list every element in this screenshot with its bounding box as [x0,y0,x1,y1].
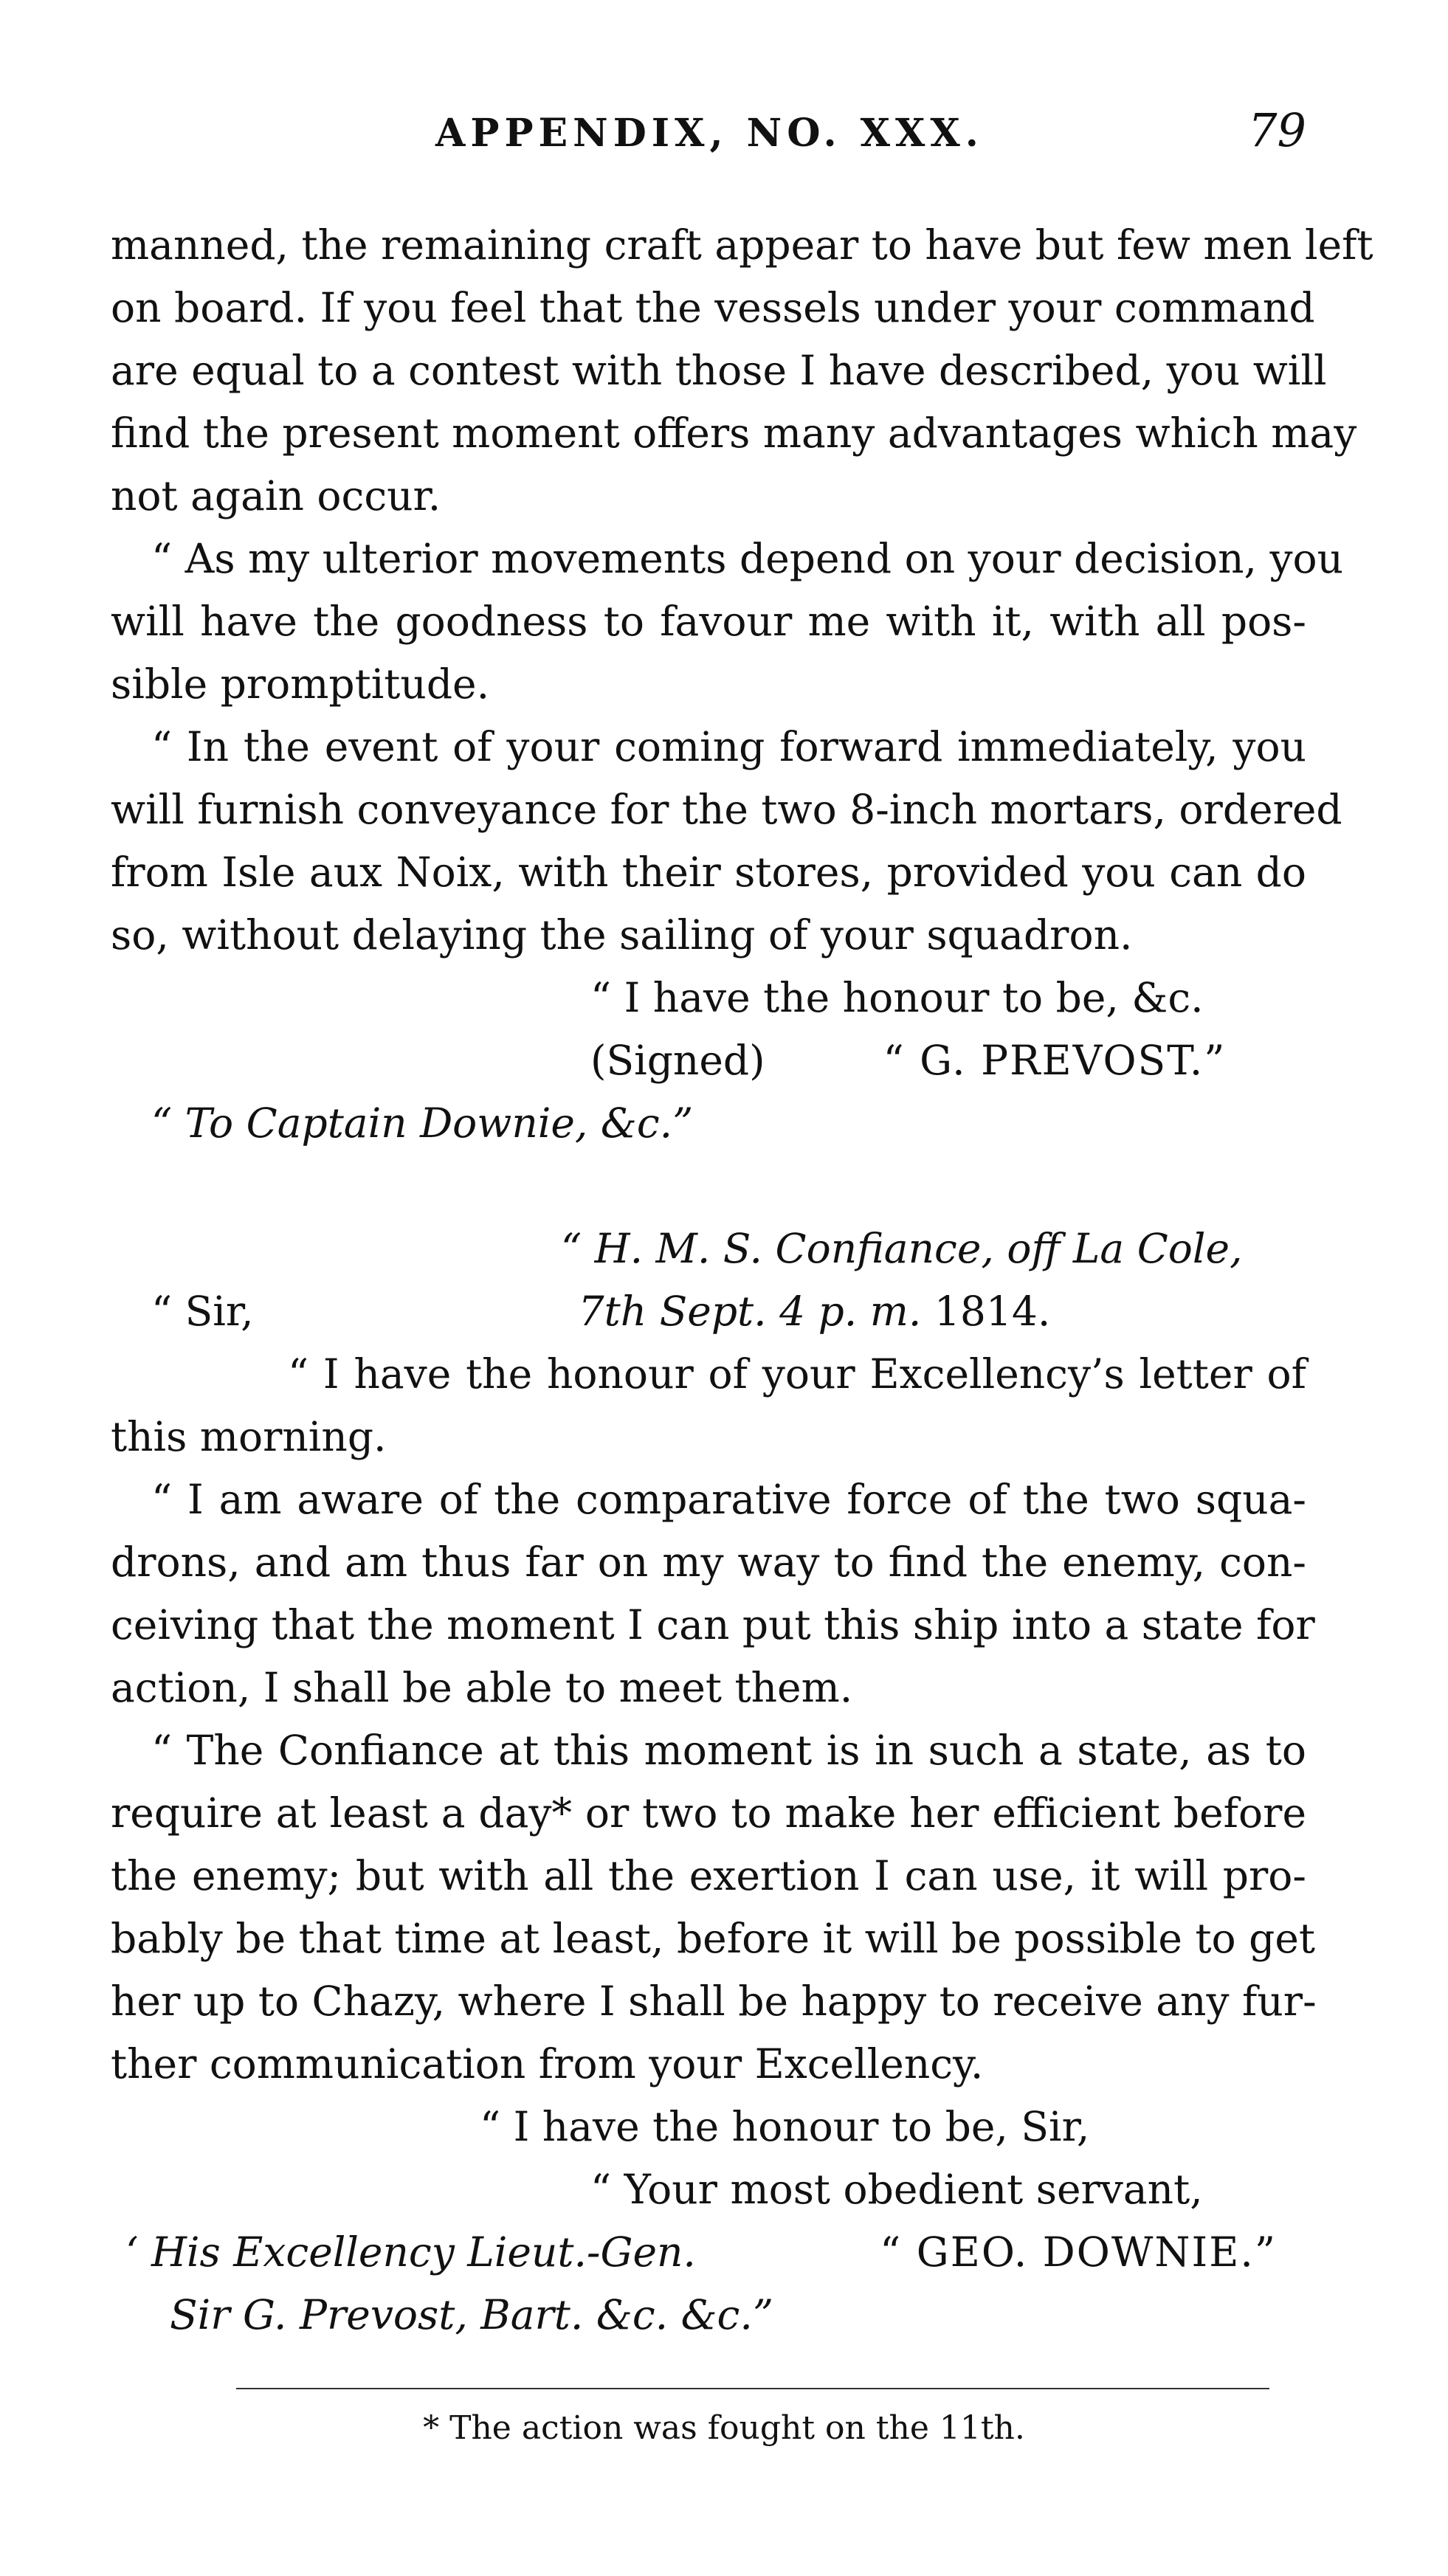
text-line: “ I have the honour of your Excellency’s letter of [288,1350,1306,1398]
body-text [111,214,1373,2347]
text-line: will have the goodness to favour me with it, with all pos- [111,598,1306,645]
text-line: are equal to a contest with those I have described, you will [111,347,1327,394]
letter-heading-place: “ H. M. S. Confiance, off La Cole, [561,1225,1243,1272]
text-line: action, I shall be able to meet them. [111,1664,853,1711]
recipient-signature-row [111,2221,1306,2284]
text-line: ceiving that the moment I can put this ship into a state for [111,1601,1315,1648]
text-line: on board. If you feel that the vessels under your command [111,284,1315,331]
text-line: ther communication from your Excellency. [111,2040,984,2088]
signature: “ G. PREVOST.” [883,1037,1227,1084]
recipient: Sir G. Prevost, Bart. &c. &c.” [170,2291,773,2338]
text-line: so, without delaying the sailing of your squadron. [111,911,1133,959]
text-line: this morning. [111,1413,387,1460]
letter-closing: “ I have the honour to be, &c. [590,974,1204,1021]
running-head: APPENDIX, NO. XXX. [435,111,984,156]
text-line: drons, and am thus far on my way to find the enemy, con- [111,1539,1306,1586]
footnote-rule [236,2388,1269,2389]
signature: “ GEO. DOWNIE.” [880,2228,1277,2276]
addressee: “ To Captain Downie, &c.” [151,1099,694,1147]
text-line: her up to Chazy, where I shall be happy to receive any fur- [111,1978,1317,2025]
letter-year: 1814. [934,1288,1051,1335]
text-line: not again occur. [111,472,441,519]
text-line: manned, the remaining craft appear to have but few men left [111,221,1373,269]
text-line: “ The Confiance at this moment is in such a state, as to [151,1727,1306,1774]
text-line: “ I am aware of the comparative force of the two squa- [151,1476,1306,1523]
text-line: will furnish conveyance for the two 8-inch mortars, ordered [111,786,1342,833]
text-line: require at least a day* or two to make her efficient before [111,1789,1306,1837]
footnote: * The action was fought on the 11th. [423,2409,1025,2447]
letter-closing: “ I have the honour to be, Sir, [480,2103,1090,2150]
text-line: “ As my ulterior movements depend on your decision, you [151,535,1344,582]
text-line: sible promptitude. [111,660,490,708]
page-number: 79 [1248,103,1306,157]
signed-label: (Signed) [590,1037,765,1084]
page-header [111,103,1306,162]
salutation: “ Sir, [151,1288,254,1335]
text-line: find the present moment offers many advantages which may [111,410,1357,457]
letter-closing: “ Your most obedient servant, [590,2166,1203,2213]
signature-line [111,1029,1306,1092]
text-line: the enemy; but with all the exertion I can use, it will pro- [111,1852,1306,1899]
text-line: bably be that time at least, before it will be possible to get [111,1915,1316,1962]
text-line: “ In the event of your coming forward immediately, you [151,723,1306,770]
salutation-line [111,1280,1306,1343]
recipient: ‘ His Excellency Lieut.-Gen. [125,2228,696,2276]
text-line: from Isle aux Noix, with their stores, provided you can do [111,849,1306,896]
letter-date: 7th Sept. 4 p. m. [578,1288,922,1335]
